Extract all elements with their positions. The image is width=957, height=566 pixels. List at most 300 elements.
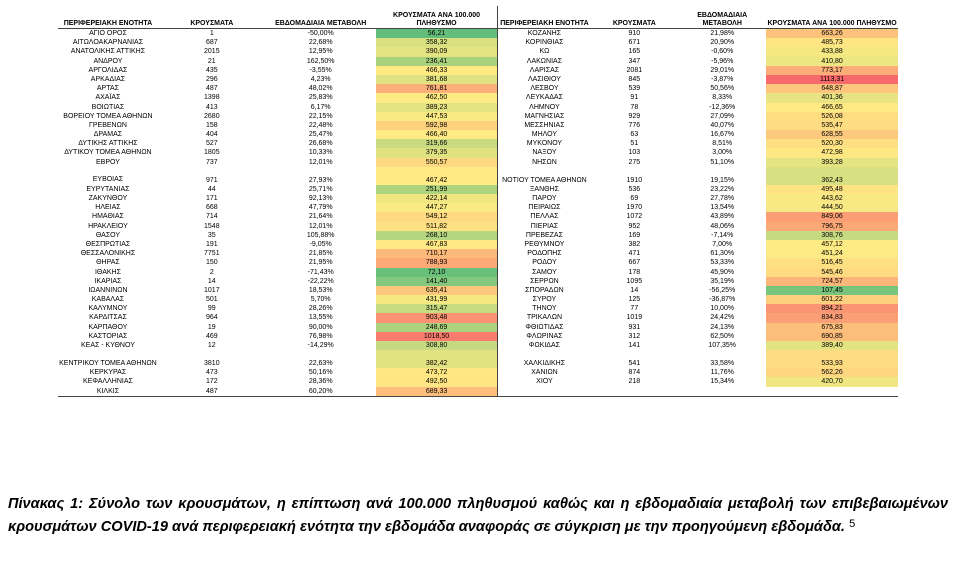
left-weekly-change-cell: 22,48%: [308, 121, 333, 129]
left-per100k-cell: 251,99: [376, 185, 498, 194]
left-weekly-change-cell: 92,13%: [308, 195, 333, 202]
left-weekly-change-cell: 25,83%: [308, 94, 333, 102]
left-per100k-cell: 635,41: [376, 286, 498, 295]
left-cases-cell: 44: [207, 185, 216, 193]
left-cases-cell: 14: [207, 277, 216, 285]
left-region-cell: ΘΕΣΣΑΛΟΝΙΚΗΣ: [80, 250, 136, 258]
left-region-cell: ΚΕΡΚΥΡΑΣ: [89, 369, 127, 377]
right-weekly-change-cell: 29,01%: [710, 66, 735, 74]
right-per100k-cell: 516,45: [766, 258, 898, 267]
left-cases-cell: 171: [205, 195, 218, 202]
right-region-cell: ΣΠΟΡΑΔΩΝ: [525, 286, 564, 294]
left-cases-cell: 35: [207, 231, 216, 239]
right-weekly-change-cell: 48,06%: [710, 222, 735, 230]
left-cases-cell: 487: [205, 85, 218, 93]
right-region-cell: ΠΕΛΛΑΣ: [530, 213, 559, 221]
left-region-cell: ΔΡΑΜΑΣ: [93, 131, 123, 139]
left-cases-cell: 964: [205, 314, 218, 322]
left-region-cell: ΗΡΑΚΛΕΙΟΥ: [88, 222, 128, 230]
left-cases-cell: 19: [207, 323, 216, 331]
left-weekly-change-cell: -50,00%: [307, 30, 334, 37]
right-cases-cell: 536: [628, 185, 641, 193]
left-region-cell: ΙΩΑΝΝΙΝΩΝ: [88, 286, 128, 294]
table-row: [58, 84, 898, 93]
table-row: [58, 57, 898, 66]
left-per100k-cell: 761,81: [376, 84, 498, 93]
right-weekly-change-cell: 27,09%: [710, 112, 735, 120]
left-weekly-change-cell: 21,95%: [308, 259, 333, 267]
right-weekly-change-cell: 24,13%: [710, 323, 735, 331]
right-per100k-cell: 849,06: [766, 212, 898, 221]
left-weekly-change-cell: 28,26%: [308, 305, 333, 313]
right-per100k-cell: 389,40: [766, 341, 898, 350]
left-weekly-change-cell: -71,43%: [307, 268, 334, 276]
caption-text: Πίνακας 1: Σύνολο των κρουσμάτων, η επίπτωση ανά 100.000 πληθυσμού καθώς και η εβδομαδιαία μεταβολή των επιβεβαιωμένων κρουσμάτων COVID-19 ανά περιφερειακή ενότητα την εβδομάδα αναφοράς σε σύγκριση με την προηγούμενη εβδομάδα.: [8, 496, 948, 535]
right-region-cell: ΦΩΚΙΔΑΣ: [528, 342, 560, 349]
left-per100k-cell: 592,98: [376, 121, 498, 130]
left-region-cell: ΚΙΛΚΙΣ: [96, 387, 120, 395]
right-per100k-cell: 562,26: [766, 368, 898, 377]
right-region-cell: ΡΟΔΟΥ: [532, 259, 557, 267]
right-cases-cell: 63: [630, 131, 639, 139]
left-weekly-change-cell: 47,79%: [308, 204, 333, 212]
right-weekly-change-cell: 27,78%: [710, 195, 735, 202]
left-cases-cell: 469: [205, 332, 218, 340]
left-region-cell: ΙΚΑΡΙΑΣ: [94, 277, 122, 285]
left-region-cell: ΕΥΡΥΤΑΝΙΑΣ: [86, 185, 130, 193]
right-region-cell: ΧΑΝΙΩΝ: [531, 369, 558, 377]
right-cases-cell: 14: [630, 286, 639, 294]
right-cases-cell: 2081: [626, 66, 643, 74]
left-weekly-change-cell: 27,93%: [308, 176, 333, 184]
right-per100k-cell: 533,93: [766, 350, 898, 368]
left-weekly-change-cell: 26,68%: [308, 140, 333, 148]
right-weekly-change-cell: 24,42%: [710, 314, 735, 322]
right-per100k-cell: 1113,31: [766, 75, 898, 84]
right-per100k-cell: 601,22: [766, 295, 898, 304]
table-row: [58, 212, 898, 221]
left-region-cell: ΙΘΑΚΗΣ: [94, 268, 121, 276]
left-per100k-cell: 141,40: [376, 277, 498, 286]
right-cases-cell: 776: [628, 121, 641, 129]
right-cases-cell: 539: [628, 85, 641, 93]
table-row: [58, 323, 898, 332]
left-region-cell: ΚΕΑΣ - ΚΥΘΝΟΥ: [80, 342, 135, 349]
right-weekly-change-cell: 3,00%: [712, 149, 733, 157]
left-cases-cell: 296: [205, 75, 218, 83]
left-per100k-cell: 319,66: [376, 139, 498, 148]
table-row: [58, 268, 898, 277]
left-weekly-change-cell: -3,55%: [309, 66, 332, 74]
right-per100k-cell: 648,87: [766, 84, 898, 93]
table-row: [58, 121, 898, 130]
left-per100k-cell: 467,83: [376, 240, 498, 249]
right-region-cell: ΣΑΜΟΥ: [532, 268, 557, 276]
left-weekly-change-cell: 105,88%: [306, 231, 335, 239]
right-per100k-cell: 443,62: [766, 194, 898, 203]
right-region-cell: ΧΑΛΚΙΔΙΚΗΣ: [523, 360, 566, 368]
right-weekly-change-cell: 62,50%: [710, 332, 735, 340]
right-region-cell: ΧΙΟΥ: [536, 378, 553, 386]
left-weekly-change-cell: 76,98%: [308, 332, 333, 340]
left-per100k-cell: 447,53: [376, 112, 498, 121]
left-region-cell: ΑΝΔΡΟΥ: [93, 57, 123, 65]
right-weekly-change-cell: 7,00%: [712, 240, 733, 248]
left-weekly-change-cell: 22,63%: [308, 360, 333, 368]
left-per100k-cell: 268,10: [376, 231, 498, 240]
right-weekly-change-cell: 10,00%: [710, 305, 735, 313]
table-row: [58, 167, 898, 185]
left-per100k-cell: 550,57: [376, 158, 498, 167]
left-region-cell: ΚΕΦΑΛΛΗΝΙΑΣ: [83, 378, 133, 386]
right-per100k-cell: 308,76: [766, 231, 898, 240]
right-region-cell: ΛΗΜΝΟΥ: [529, 103, 560, 111]
table-row: [58, 258, 898, 267]
left-per100k-cell: 549,12: [376, 212, 498, 221]
left-region-cell: ΚΑΣΤΟΡΙΑΣ: [88, 332, 128, 340]
table-row: [58, 377, 898, 386]
right-per100k-cell: 675,83: [766, 323, 898, 332]
left-cases-cell: 1805: [204, 149, 220, 157]
left-cases-cell: 7751: [204, 250, 220, 258]
right-region-cell: ΣΥΡΟΥ: [532, 296, 557, 304]
left-weekly-change-cell: 25,47%: [308, 131, 333, 139]
left-per100k-cell: 473,72: [376, 368, 498, 377]
right-weekly-change-cell: 50,56%: [710, 85, 735, 93]
right-cases-cell: 77: [630, 305, 639, 313]
table-body: [58, 29, 898, 396]
left-per100k-cell: 447,27: [376, 203, 498, 212]
left-region-cell: ΑΧΑΪΑΣ: [95, 94, 121, 102]
right-weekly-change-cell: 15,34%: [710, 378, 735, 386]
left-cases-cell: 150: [205, 259, 218, 267]
right-region-cell: ΤΗΝΟΥ: [532, 305, 557, 313]
right-per100k-cell: 535,47: [766, 121, 898, 130]
table-row: [58, 158, 898, 167]
table-row: [58, 103, 898, 112]
left-cases-cell: 2015: [204, 48, 220, 56]
right-weekly-change-cell: 35,19%: [710, 277, 735, 285]
right-per100k-cell: 472,98: [766, 148, 898, 157]
left-region-cell: ΘΗΡΑΣ: [96, 259, 120, 267]
right-weekly-change-cell: 40,07%: [710, 121, 735, 129]
left-region-cell: ΕΥΒΟΙΑΣ: [92, 176, 124, 184]
left-cases-cell: 404: [205, 131, 218, 139]
right-region-cell: ΛΕΣΒΟΥ: [530, 85, 559, 93]
left-region-cell: ΒΟΡΕΙΟΥ ΤΟΜΕΑ ΑΘΗΝΩΝ: [63, 112, 153, 120]
left-region-cell: ΘΑΣΟΥ: [95, 231, 121, 239]
right-region-cell: ΛΕΥΚΑΔΑΣ: [525, 94, 563, 102]
left-weekly-change-cell: -9,05%: [309, 240, 332, 248]
right-weekly-change-cell: 61,30%: [710, 250, 735, 258]
right-per100k-cell: 495,48: [766, 185, 898, 194]
left-cases-cell: 12: [207, 342, 216, 349]
table-row: [58, 185, 898, 194]
right-weekly-change-cell: -7,14%: [711, 231, 734, 239]
right-per100k-cell: 894,21: [766, 304, 898, 313]
table-row: [58, 47, 898, 56]
right-region-cell: ΣΕΡΡΩΝ: [530, 277, 559, 285]
left-per100k-cell: 1018,50: [376, 332, 498, 341]
right-per100k-cell: 690,85: [766, 332, 898, 341]
left-region-cell: ΗΜΑΘΙΑΣ: [92, 213, 124, 221]
right-region-cell: ΝΑΞΟΥ: [532, 149, 557, 157]
left-cases-cell: 487: [205, 387, 218, 395]
right-cases-cell: 931: [628, 323, 641, 331]
right-per100k-cell: 401,36: [766, 93, 898, 102]
right-weekly-change-cell: 16,67%: [710, 131, 735, 139]
table-row: [58, 194, 898, 203]
right-region-cell: ΛΑΣΙΘΙΟΥ: [527, 75, 561, 83]
left-cases-cell: 2680: [204, 112, 220, 120]
table-row: [58, 203, 898, 212]
left-cases-cell: 527: [205, 140, 218, 148]
right-weekly-change-cell: 51,10%: [710, 158, 735, 166]
left-region-cell: ΚΑΡΠΑΘΟΥ: [88, 323, 128, 331]
right-cases-cell: 845: [628, 75, 641, 83]
right-region-cell: ΚΟΡΙΝΘΙΑΣ: [525, 39, 564, 47]
left-cases-cell: 3810: [204, 360, 220, 368]
table-row: [58, 368, 898, 377]
table-row: [58, 249, 898, 258]
table-row: [58, 332, 898, 341]
left-weekly-change-cell: 12,01%: [308, 158, 333, 166]
right-region-cell: ΠΑΡΟΥ: [532, 195, 557, 202]
left-weekly-change-cell: 21,85%: [308, 250, 333, 258]
left-weekly-change-cell: 6,17%: [310, 103, 331, 111]
right-weekly-change-cell: 21,98%: [710, 30, 735, 37]
right-per100k-cell: 773,17: [766, 66, 898, 75]
table-row: [58, 277, 898, 286]
right-cases-cell: 78: [630, 103, 639, 111]
left-per100k-cell: 462,50: [376, 93, 498, 102]
right-region-cell: ΠΕΙΡΑΙΩΣ: [528, 204, 561, 212]
table-row: [58, 93, 898, 102]
left-per100k-cell: 72,10: [376, 268, 498, 277]
table-row: [58, 75, 898, 84]
table-caption: [8, 494, 948, 537]
right-per100k-cell: 485,73: [766, 38, 898, 47]
table-row: [58, 29, 898, 38]
right-cases-cell: 667: [628, 259, 641, 267]
left-weekly-change-cell: 18,53%: [308, 286, 333, 294]
table-row: [58, 304, 898, 313]
left-weekly-change-cell: 28,36%: [308, 378, 333, 386]
right-cases-cell: 1910: [626, 176, 643, 184]
right-region-cell: ΜΗΛΟΥ: [531, 131, 558, 139]
table-row: [58, 313, 898, 322]
header-region-right: ΠΕΡΙΦΕΡΕΙΑΚΗ ΕΝΟΤΗΤΑ: [500, 19, 589, 27]
table-row: [58, 148, 898, 157]
right-weekly-change-cell: -56,25%: [709, 286, 736, 294]
left-cases-cell: 158: [205, 121, 218, 129]
right-per100k-cell: [766, 387, 898, 396]
right-cases-cell: 910: [628, 30, 641, 37]
right-cases-cell: 141: [628, 342, 641, 349]
left-cases-cell: 172: [205, 378, 218, 386]
header-weekly-change: ΕΒΔΟΜΑΔΙΑΙΑ ΜΕΤΑΒΟΛΗ: [275, 19, 367, 27]
left-weekly-change-cell: 13,55%: [308, 314, 333, 322]
left-cases-cell: 1398: [204, 94, 220, 102]
left-per100k-cell: 381,68: [376, 75, 498, 84]
right-per100k-cell: 393,28: [766, 158, 898, 167]
right-cases-cell: 275: [628, 158, 641, 166]
header-region: ΠΕΡΙΦΕΡΕΙΑΚΗ ΕΝΟΤΗΤΑ: [63, 19, 153, 27]
right-per100k-cell: 444,50: [766, 203, 898, 212]
right-per100k-cell: 420,70: [766, 377, 898, 386]
right-per100k-cell: 834,83: [766, 313, 898, 322]
right-per100k-cell: 410,80: [766, 57, 898, 66]
right-weekly-change-cell: -36,87%: [709, 296, 736, 304]
table-header: [58, 6, 898, 29]
right-per100k-cell: 457,12: [766, 240, 898, 249]
left-region-cell: ΑΙΤΩΛΟΑΚΑΡΝΑΝΙΑΣ: [72, 39, 144, 47]
left-weekly-change-cell: 162,50%: [306, 57, 335, 65]
right-cases-cell: [590, 387, 678, 396]
right-cases-cell: 1970: [626, 204, 643, 212]
right-weekly-change-cell: 13,54%: [710, 204, 735, 212]
left-per100k-cell: 903,48: [376, 313, 498, 322]
left-weekly-change-cell: 60,20%: [308, 387, 333, 395]
right-cases-cell: 541: [628, 360, 641, 368]
left-cases-cell: 435: [205, 66, 218, 74]
right-per100k-cell: 433,88: [766, 47, 898, 56]
left-cases-cell: 668: [205, 204, 218, 212]
left-region-cell: ΑΡΓΟΛΙΔΑΣ: [88, 66, 128, 74]
left-per100k-cell: 358,32: [376, 38, 498, 47]
left-per100k-cell: 710,17: [376, 249, 498, 258]
right-weekly-change-cell: -12,36%: [709, 103, 736, 111]
right-per100k-cell: 663,26: [766, 29, 898, 38]
left-weekly-change-cell: 4,23%: [310, 75, 331, 83]
header-per100k-right: ΚΡΟΥΣΜΑΤΑ ΑΝΑ 100.000 ΠΛΗΘΥΣΜΟ: [767, 19, 897, 27]
right-region-cell: ΚΩ: [539, 48, 550, 56]
left-per100k-cell: 492,50: [376, 377, 498, 386]
right-weekly-change-cell: 8,33%: [712, 94, 733, 102]
left-weekly-change-cell: -14,29%: [307, 342, 334, 349]
right-per100k-cell: 451,24: [766, 249, 898, 258]
left-cases-cell: 737: [205, 158, 218, 166]
right-region-cell: ΛΑΡΙΣΑΣ: [529, 66, 560, 74]
left-weekly-change-cell: 12,95%: [308, 48, 333, 56]
right-region-cell: ΝΟΤΙΟΥ ΤΟΜΕΑ ΑΘΗΝΩΝ: [502, 176, 587, 184]
left-weekly-change-cell: 21,64%: [308, 213, 333, 221]
right-per100k-cell: 628,55: [766, 130, 898, 139]
left-cases-cell: 501: [205, 296, 218, 304]
caption-footnote: 5: [849, 518, 856, 530]
right-cases-cell: 69: [630, 195, 639, 202]
right-region-cell: ΠΙΕΡΙΑΣ: [530, 222, 559, 230]
right-cases-cell: 1019: [626, 314, 643, 322]
left-region-cell: ΑΓΙΟ ΟΡΟΣ: [89, 30, 127, 37]
table-row: [58, 341, 898, 350]
right-weekly-change-cell: 19,15%: [710, 176, 735, 184]
right-per100k-cell: 466,65: [766, 103, 898, 112]
right-region-cell: ΚΟΖΑΝΗΣ: [527, 30, 562, 37]
left-region-cell: ΚΑΛΥΜΝΟΥ: [88, 305, 128, 313]
right-cases-cell: 51: [630, 140, 639, 148]
right-region-cell: ΜΥΚΟΝΟΥ: [526, 140, 563, 148]
left-region-cell: ΔΥΤΙΚΟΥ ΤΟΜΕΑ ΑΘΗΝΩΝ: [64, 149, 152, 157]
left-weekly-change-cell: 5,70%: [310, 296, 331, 304]
left-per100k-cell: 248,69: [376, 323, 498, 332]
left-region-cell: ΗΛΕΙΑΣ: [95, 204, 121, 212]
right-region-cell: [498, 387, 590, 396]
left-cases-cell: 99: [207, 305, 216, 313]
left-cases-cell: 1017: [204, 286, 220, 294]
left-region-cell: ΖΑΚΥΝΘΟΥ: [88, 195, 128, 202]
left-per100k-cell: 431,99: [376, 295, 498, 304]
right-weekly-change-cell: 107,35%: [708, 342, 737, 349]
right-per100k-cell: 545,46: [766, 268, 898, 277]
header-cases-right: ΚΡΟΥΣΜΑΤΑ: [612, 19, 656, 27]
left-per100k-cell: 389,23: [376, 103, 498, 112]
table-bottom-border: [58, 396, 898, 397]
table-row: [58, 295, 898, 304]
right-region-cell: ΝΗΣΩΝ: [532, 158, 557, 166]
left-per100k-cell: 788,93: [376, 258, 498, 267]
left-region-cell: ΑΡΤΑΣ: [96, 85, 119, 93]
right-weekly-change-cell: 8,51%: [712, 140, 733, 148]
right-weekly-change-cell: -3,87%: [711, 75, 734, 83]
right-per100k-cell: 107,45: [766, 286, 898, 295]
left-region-cell: ΘΕΣΠΡΩΤΙΑΣ: [85, 240, 131, 248]
right-per100k-cell: 520,30: [766, 139, 898, 148]
table-row: [58, 240, 898, 249]
right-weekly-change-cell: 53,33%: [710, 259, 735, 267]
right-per100k-cell: 796,75: [766, 222, 898, 231]
left-cases-cell: 687: [205, 39, 218, 47]
left-weekly-change-cell: 50,16%: [308, 369, 333, 377]
left-region-cell: ΚΕΝΤΡΙΚΟΥ ΤΟΜΕΑ ΑΘΗΝΩΝ: [59, 359, 157, 367]
right-region-cell: ΦΛΩΡΙΝΑΣ: [526, 332, 563, 340]
right-weekly-change-cell: [678, 387, 766, 396]
right-per100k-cell: 526,08: [766, 112, 898, 121]
left-per100k-cell: 466,40: [376, 130, 498, 139]
left-cases-cell: 473: [205, 369, 218, 377]
left-per100k-cell: 467,42: [376, 167, 498, 185]
right-weekly-change-cell: 11,76%: [710, 369, 734, 377]
right-cases-cell: 929: [628, 112, 641, 120]
right-region-cell: ΜΕΣΣΗΝΙΑΣ: [524, 121, 565, 129]
left-region-cell: ΑΡΚΑΔΙΑΣ: [90, 75, 126, 83]
right-cases-cell: 671: [628, 39, 641, 47]
right-cases-cell: 471: [628, 250, 641, 258]
right-region-cell: ΠΡΕΒΕΖΑΣ: [525, 231, 563, 239]
right-cases-cell: 169: [628, 231, 641, 239]
table-row: [58, 286, 898, 295]
right-weekly-change-cell: 43,89%: [710, 213, 735, 221]
left-per100k-cell: 511,82: [376, 222, 498, 231]
left-per100k-cell: 466,33: [376, 66, 498, 75]
table-row: [58, 350, 898, 368]
left-cases-cell: 21: [207, 57, 216, 65]
right-region-cell: ΞΑΝΘΗΣ: [529, 185, 559, 193]
right-weekly-change-cell: 20,90%: [710, 39, 735, 47]
left-region-cell: ΔΥΤΙΚΗΣ ΑΤΤΙΚΗΣ: [78, 140, 138, 148]
left-cases-cell: 2: [209, 268, 214, 276]
left-per100k-cell: 308,80: [376, 341, 498, 350]
right-weekly-change-cell: -0,60%: [711, 48, 734, 56]
right-weekly-change-cell: 33,58%: [710, 360, 735, 368]
left-region-cell: ΚΑΒΑΛΑΣ: [91, 296, 125, 304]
left-weekly-change-cell: -22,22%: [307, 277, 334, 285]
right-region-cell: ΦΘΙΩΤΙΔΑΣ: [525, 323, 564, 331]
header-cases: ΚΡΟΥΣΜΑΤΑ: [190, 19, 234, 27]
left-per100k-cell: 236,41: [376, 57, 498, 66]
right-region-cell: ΡΟΔΟΠΗΣ: [527, 250, 562, 258]
left-region-cell: ΓΡΕΒΕΝΩΝ: [89, 121, 127, 129]
